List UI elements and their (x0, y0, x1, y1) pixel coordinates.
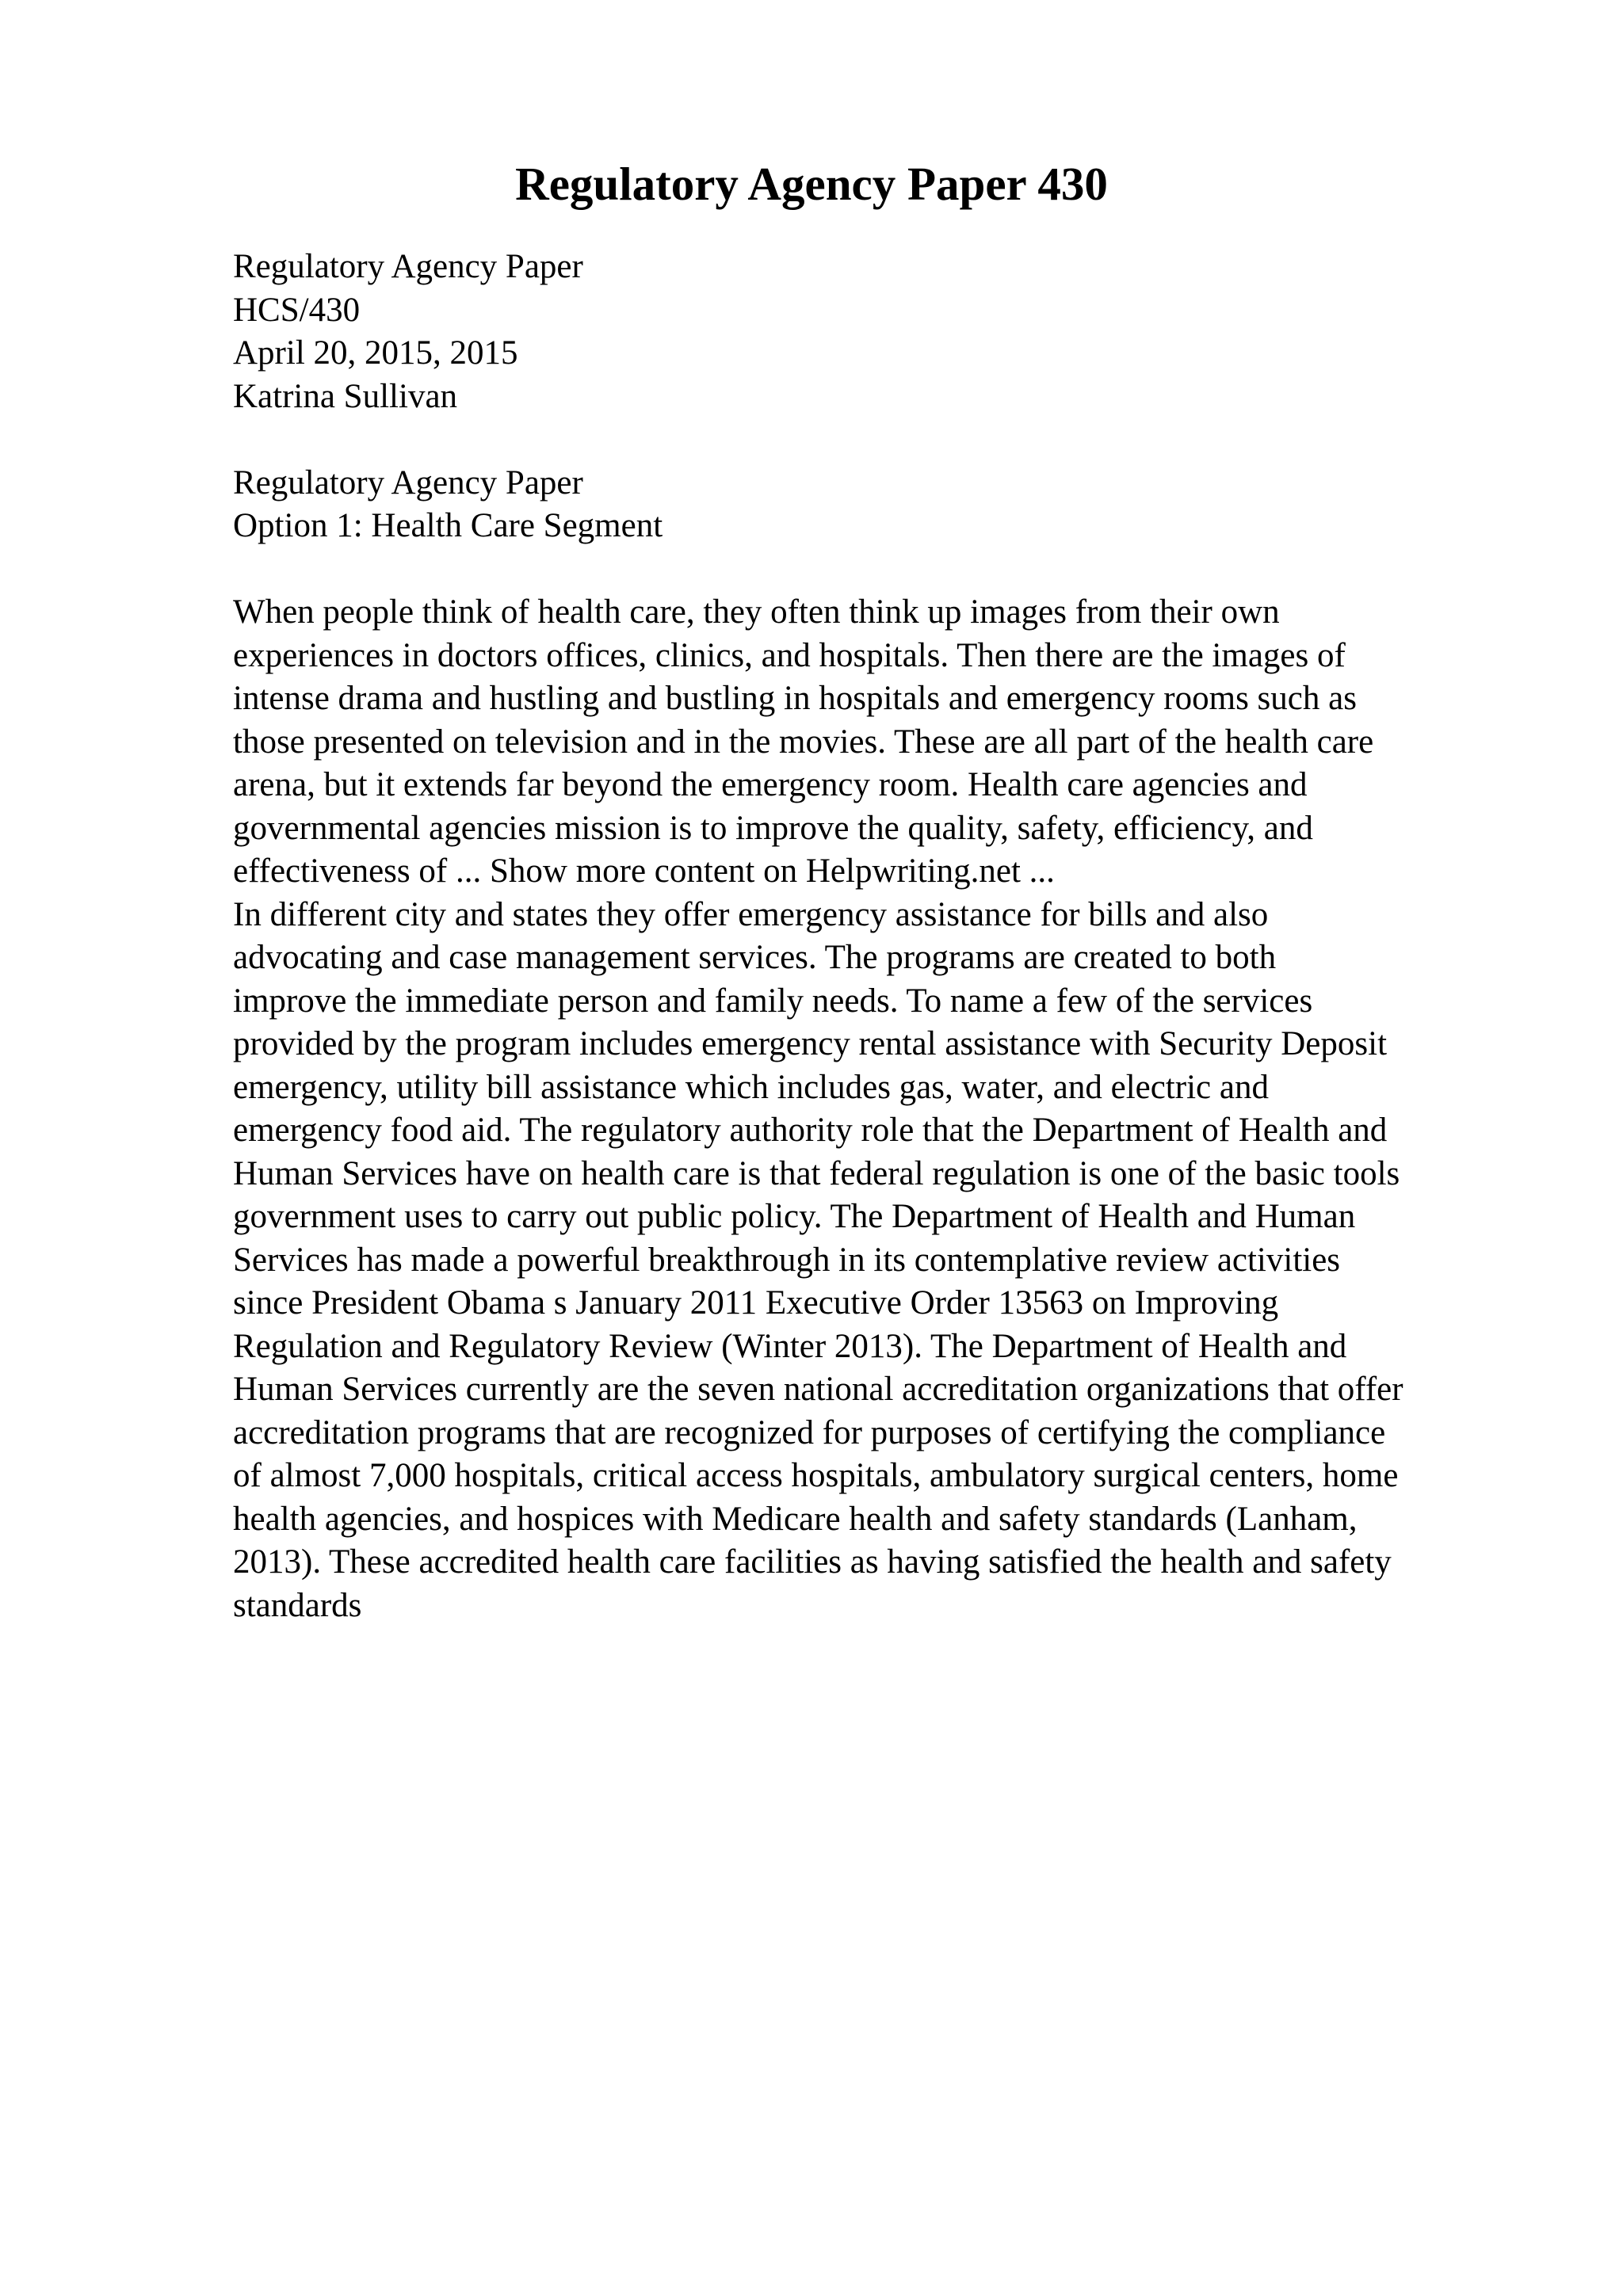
paragraph-line: advocating and case management services. The programs are created to both (233, 939, 1277, 976)
paragraph-line: effectiveness of ... Show more content on Helpwriting.net ... (233, 852, 1055, 890)
paragraph-line: Regulation and Regulatory Review (Winter 2013). The Department of Health and (233, 1327, 1347, 1365)
header-block (233, 246, 1596, 418)
paragraph-line: government uses to carry out public policy. The Department of Health and Human (233, 1198, 1356, 1235)
paragraph-line: 2013). These accredited health care facilities as having satisfied the health and safety (233, 1543, 1392, 1581)
document-body (233, 246, 1596, 1627)
section-line: Option 1: Health Care Segment (233, 507, 663, 544)
paragraph-line: When people think of health care, they often think up images from their own (233, 593, 1280, 631)
paragraph-line: governmental agencies mission is to improve the quality, safety, efficiency, and (233, 809, 1313, 847)
header-line: HCS/430 (233, 291, 361, 329)
paragraph-line: arena, but it extends far beyond the emergency room. Health care agencies and (233, 766, 1308, 803)
paragraph-line: since President Obama s January 2011 Executive Order 13563 on Improving (233, 1284, 1279, 1322)
paragraph-line: improve the immediate person and family needs. To name a few of the services (233, 982, 1313, 1020)
paragraph-line: those presented on television and in the movies. These are all part of the health care (233, 723, 1374, 761)
paragraph-line: health agencies, and hospices with Medicare health and safety standards (Lanham, (233, 1500, 1358, 1538)
paragraph-2 (233, 894, 1596, 1628)
paragraph-1 (233, 591, 1596, 894)
section-line: Regulatory Agency Paper (233, 463, 583, 502)
paragraph-line: of almost 7,000 hospitals, critical access hospitals, ambulatory surgical centers, home (233, 1457, 1399, 1494)
spacer (233, 418, 1596, 462)
document-title: Regulatory Agency Paper 430 (515, 158, 1108, 210)
paragraph-line: intense drama and hustling and bustling in hospitals and emergency rooms such as (233, 680, 1357, 717)
section-block (233, 462, 1596, 548)
header-line: Katrina Sullivan (233, 377, 458, 415)
paragraph-line: provided by the program includes emergency rental assistance with Security Deposit (233, 1025, 1388, 1062)
paragraph-line: accreditation programs that are recognized for purposes of certifying the compliance (233, 1413, 1386, 1451)
spacer (233, 548, 1596, 592)
paragraph-line: emergency food aid. The regulatory authority role that the Department of Health and (233, 1112, 1388, 1149)
header-line: Regulatory Agency Paper (233, 248, 583, 285)
header-line: April 20, 2015, 2015 (233, 334, 518, 372)
paragraph-line: Services has made a powerful breakthrough in its contemplative review activities (233, 1241, 1341, 1279)
paragraph-line: Human Services have on health care is that federal regulation is one of the basic tools (233, 1154, 1400, 1192)
paragraph-line: experiences in doctors offices, clinics, and hospitals. Then there are the images of (233, 636, 1346, 674)
paragraph-line: Human Services currently are the seven national accreditation organizations that offer (233, 1371, 1403, 1408)
paragraph-line: emergency, utility bill assistance which includes gas, water, and electric and (233, 1068, 1269, 1106)
paragraph-line: standards (233, 1586, 362, 1624)
paragraph-line: In different city and states they offer emergency assistance for bills and also (233, 895, 1269, 933)
